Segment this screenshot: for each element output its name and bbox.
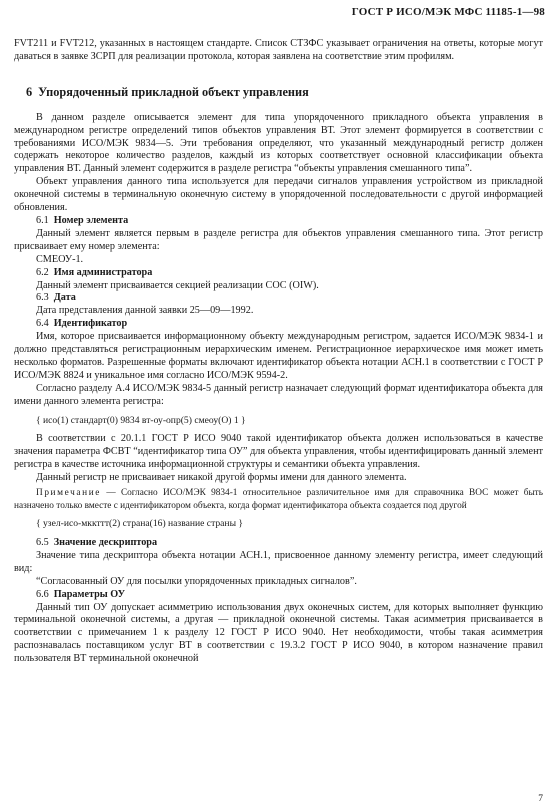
element-number-value: СМЕОУ-1.	[36, 253, 84, 265]
paragraph: Объект управления данного типа используется для передачи сигналов управления устройством из прикладной оконечной системы в терминальную оконечную систему в упорядоченной последовательности с другой информацией обновления.	[14, 176, 543, 214]
subsection-heading: 6.5 Значение дескриптора	[36, 537, 158, 548]
running-header: ГОСТ Р ИСО/МЭК МФС 11185-1—98	[351, 6, 545, 18]
subsection-heading: 6.4 Идентификатор	[36, 318, 128, 330]
paragraph: Данный регистр не присваивает никакой другой формы имени для данного элемента.	[36, 472, 407, 484]
object-identifier-formula: { исо(1) стандарт(0) 9834 вт-оу-опр(5) смеоу(О) 1 }	[36, 414, 246, 426]
descriptor-value: “Согласованный ОУ для посылки упорядоченных прикладных сигналов”.	[36, 575, 357, 587]
paragraph: Данный элемент присваивается секцией реализации СОС (OIW).	[36, 279, 319, 291]
page-number: 7	[538, 794, 543, 804]
paragraph: Согласно разделу А.4 ИСО/МЭК 9834-5 данный регистр назначает следующий формат идентификатора объекта для имени данного элемента регистра:	[14, 382, 543, 407]
paragraph: Значение типа дескриптора объекта нотации АСН.1, присвоенное данному элементу регистра, имеет следующий вид:	[14, 549, 543, 574]
paragraph: Дата представления данной заявки 25—09—1992.	[36, 305, 254, 317]
paragraph: Данный тип ОУ допускает асимметрию использования двух оконечных систем, для которых выполняет функцию терминальной оконечной системы, а другая — прикладной оконечной системы. Такая асимметрия присваивается в соответствии с примечанием 1 к разделу 12 ГОСТ Р ИСО 9040. Нет необходимости, чтобы такая асимметрия распознавалась поставщиком услуг ВТ в соответствии с 19.3.2 ГОСТ Р ИСО 9040, в котором назначение правил пользователя ВТ терминальной оконечной	[14, 601, 543, 665]
section-heading	[26, 86, 543, 99]
paragraph: Данный элемент является первым в разделе регистра для объектов управления смешанного типа. Этот регистр присваивает ему номер элемента:	[14, 227, 543, 252]
page-body	[14, 38, 543, 666]
section-number: 6	[26, 84, 33, 99]
paragraph: В данном разделе описывается элемент для типа упорядоченного прикладного объекта управления в международном регистре определений типов объектов управления ВТ. Этот элемент формируется в соответствии с требованиями ИСО/МЭК 9834—5. Эти требования определяют, что указанный международный регистр должен содержать некоторое количество разделов, каждый из которых соответствует основной классификации объекта управления ВТ. Данный элемент содержится в разделе регистра “объекты управления смешанного типа”.	[14, 111, 543, 175]
note-formula: { узел-исо-мккттт(2) страна(16) название страны }	[36, 518, 244, 530]
subsection-heading: 6.2 Имя администратора	[36, 266, 153, 278]
note-label: Примечание	[36, 488, 101, 499]
subsection-heading: 6.1 Номер элемента	[36, 214, 129, 226]
paragraph: В соответствии с 20.1.1 ГОСТ Р ИСО 9040 такой идентификатор объекта должен использоваться в качестве значения параметра ФСВТ “идентификатор типа ОУ” для объекта управления, чтобы идентифицировать данный элемент регистра в качестве источника информационной структуры и семантики объекта управления.	[14, 433, 543, 471]
intro-paragraph: FVT211 и FVT212, указанных в настоящем стандарте. Список СТЗФС указывает ограничения на ответы, которые могут даваться в заявке ЗСРП для реализации протокола, которая заявлена на соответствие этим профилям.	[14, 38, 543, 62]
paragraph: Имя, которое присваивается информационному объекту международным регистром, задается ИСО/МЭК 9834-1 и должно представляться регистрационным иерархическим именем. Регистрационное иерархическое имя может иметь несколько форматов. Разрешенные форматы включают идентификатор объекта нотации АСН.1 в соответствии с ГОСТ Р ИСО/МЭК 8824 и уникальное имя согласно ИСО/МЭК 9594-2.	[14, 331, 543, 381]
section-title: Упорядоченный прикладной объект управления	[38, 84, 309, 99]
subsection-heading: 6.3 Дата	[36, 292, 76, 304]
subsection-heading: 6.6 Параметры ОУ	[36, 588, 126, 600]
note	[14, 487, 543, 512]
note-text: — Согласно ИСО/МЭК 9834-1 относительное различительное имя для справочника ВОС может быть назначено только вместе с идентификатором объекта, когда формат идентификатора объекта создается под другой	[14, 488, 543, 511]
